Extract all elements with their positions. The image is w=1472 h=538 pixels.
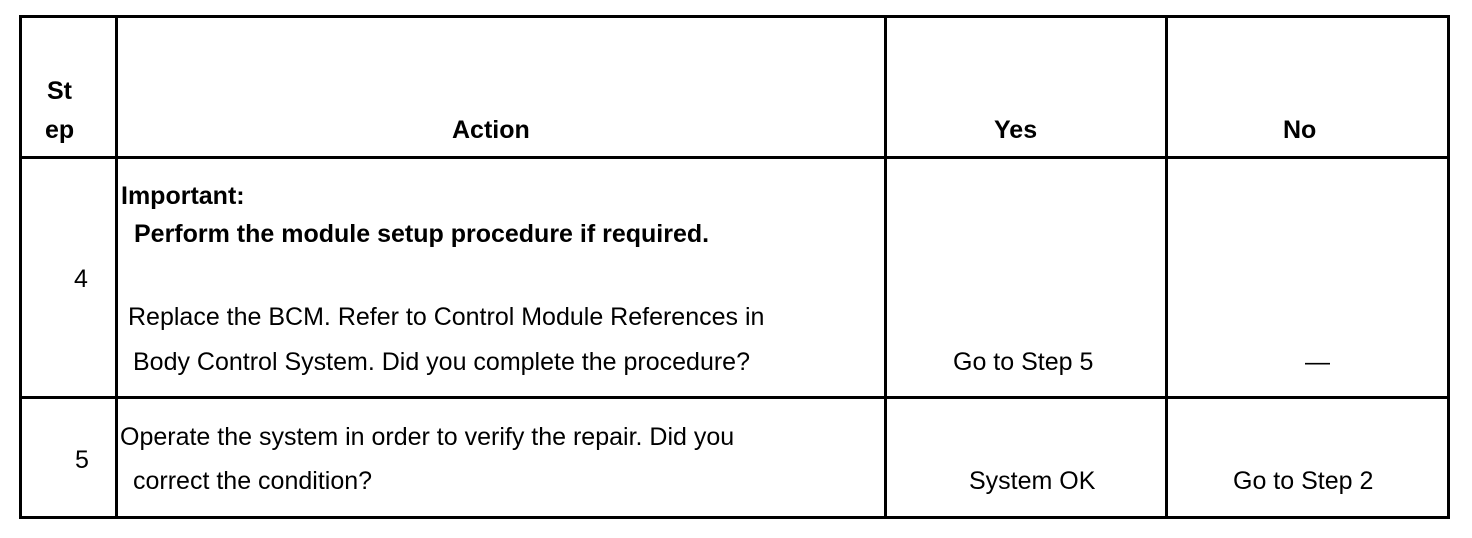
header-no: No xyxy=(1283,116,1317,144)
header-bottom-border xyxy=(19,156,1450,159)
action-column-divider xyxy=(884,15,887,519)
table-top-border xyxy=(19,15,1450,18)
yes-column-divider xyxy=(1165,15,1168,519)
row5-action-line1: Operate the system in order to verify the repair. Did you xyxy=(120,423,735,451)
row5-step-number: 5 xyxy=(75,446,89,474)
table-left-border xyxy=(19,15,22,519)
row4-no-result: — xyxy=(1305,348,1330,376)
table-bottom-border xyxy=(19,516,1450,519)
row5-yes-result: System OK xyxy=(969,467,1096,495)
row4-important-text: Perform the module setup procedure if required. xyxy=(134,220,710,248)
table-right-border xyxy=(1447,15,1450,519)
row4-action-line2: Body Control System. Did you complete the procedure? xyxy=(133,348,750,376)
row4-important-label: Important: xyxy=(121,182,245,210)
header-step-line1: St xyxy=(47,77,72,105)
row-divider xyxy=(19,396,1450,399)
row4-step-number: 4 xyxy=(74,265,88,293)
row5-no-result: Go to Step 2 xyxy=(1233,467,1374,495)
row5-action-line2: correct the condition? xyxy=(133,467,373,495)
step-column-divider xyxy=(115,15,118,519)
header-action: Action xyxy=(452,116,530,144)
row4-action-line1: Replace the BCM. Refer to Control Module References in xyxy=(128,303,765,331)
header-step-line2: ep xyxy=(45,116,75,144)
header-yes: Yes xyxy=(994,116,1038,144)
row4-yes-result: Go to Step 5 xyxy=(953,348,1094,376)
